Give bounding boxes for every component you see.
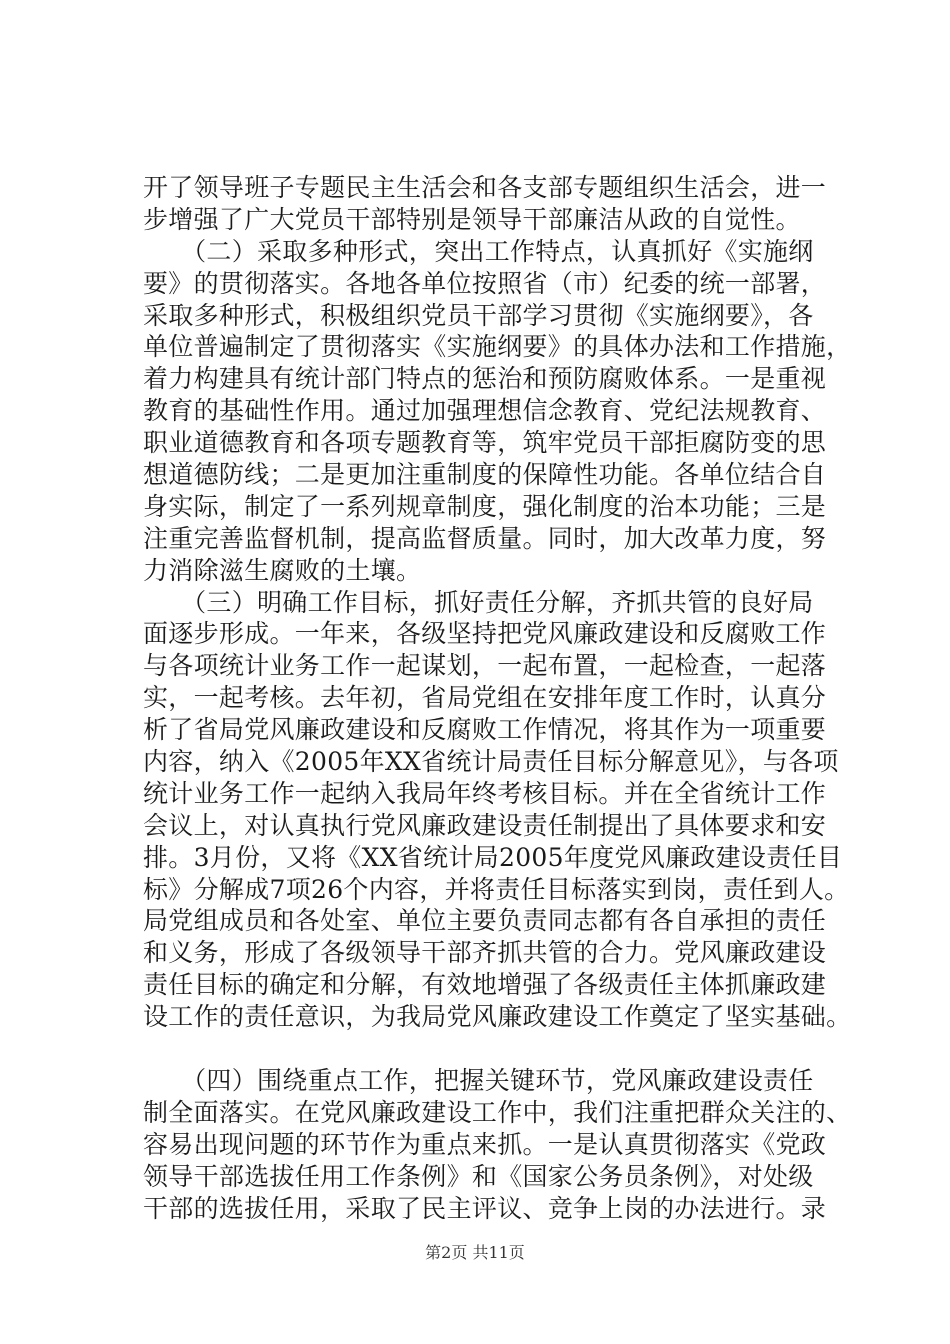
text-line: 析了省局党风廉政建设和反腐败工作情况，将其作为一项重要	[143, 715, 827, 745]
text-line: 想道德防线；二是更加注重制度的保障性功能。各单位结合自	[143, 460, 827, 490]
text-line: 领导干部选拔任用工作条例》和《国家公务员条例》，对处级	[143, 1161, 814, 1191]
text-line: 职业道德教育和各项专题教育等，筑牢党员干部拒腐防变的思	[143, 428, 827, 458]
text-line: 实，一起考核。去年初，省局党组在安排年度工作时，认真分	[143, 683, 827, 713]
text-line: 局党组成员和各处室、单位主要负责同志都有各自承担的责任	[143, 906, 827, 936]
text-line: 排。3月份，又将《XX省统计局2005年度党风廉政建设责任目	[143, 842, 843, 872]
page-number-footer: 第2页 共11页	[425, 1243, 525, 1262]
text-line: 和义务，形成了各级领导干部齐抓共管的合力。党风廉政建设	[143, 938, 827, 968]
text-line: 面逐步形成。一年来，各级坚持把党风廉政建设和反腐败工作	[143, 619, 827, 649]
text-line: 与各项统计业务工作一起谋划，一起布置，一起检查，一起落	[143, 651, 827, 681]
text-line: 设工作的责任意识，为我局党风廉政建设工作奠定了坚实基础。	[143, 1002, 852, 1032]
text-line: 力消除滋生腐败的土壤。	[143, 555, 422, 585]
text-line: （四）围绕重点工作，把握关键环节，党风廉政建设责任	[143, 1065, 814, 1095]
text-line: 制全面落实。在党风廉政建设工作中，我们注重把群众关注的、	[143, 1097, 852, 1127]
text-line: 身实际，制定了一系列规章制度，强化制度的治本功能；三是	[143, 491, 827, 521]
text-line: 会议上，对认真执行党风廉政建设责任制提出了具体要求和安	[143, 810, 827, 840]
text-line: 采取多种形式，积极组织党员干部学习贯彻《实施纲要》，各	[143, 300, 814, 330]
text-line: 干部的选拔任用，采取了民主评议、竞争上岗的办法进行。录	[143, 1193, 827, 1223]
text-line: 内容，纳入《2005年XX省统计局责任目标分解意见》，与各项	[143, 747, 839, 777]
text-line: （二）采取多种形式，突出工作特点，认真抓好《实施纲	[143, 236, 814, 266]
text-line: 要》的贯彻落实。各地各单位按照省（市）纪委的统一部署，	[143, 268, 827, 298]
text-line: 开了领导班子专题民主生活会和各支部专题组织生活会，进一	[143, 173, 827, 202]
text-line: 步增强了广大党员干部特别是领导干部廉洁从政的自觉性。	[143, 204, 801, 234]
blank-line	[143, 1033, 823, 1065]
text-line: 统计业务工作一起纳入我局年终考核目标。并在全省统计工作	[143, 778, 827, 808]
document-body	[143, 172, 852, 1224]
text-line: 单位普遍制定了贯彻落实《实施纲要》的具体办法和工作措施，	[143, 332, 852, 362]
text-line: 标》分解成7项26个内容，并将责任目标落实到岗，责任到人。	[143, 874, 850, 904]
text-line: 着力构建具有统计部门特点的惩治和预防腐败体系。一是重视	[143, 364, 827, 394]
text-line: 容易出现问题的环节作为重点来抓。一是认真贯彻落实《党政	[143, 1129, 827, 1159]
text-line: （三）明确工作目标，抓好责任分解，齐抓共管的良好局	[143, 587, 814, 617]
text-line: 教育的基础性作用。通过加强理想信念教育、党纪法规教育、	[143, 396, 827, 426]
text-line: 注重完善监督机制，提高监督质量。同时，加大改革力度，努	[143, 523, 827, 553]
text-line: 责任目标的确定和分解，有效地增强了各级责任主体抓廉政建	[143, 970, 827, 1000]
